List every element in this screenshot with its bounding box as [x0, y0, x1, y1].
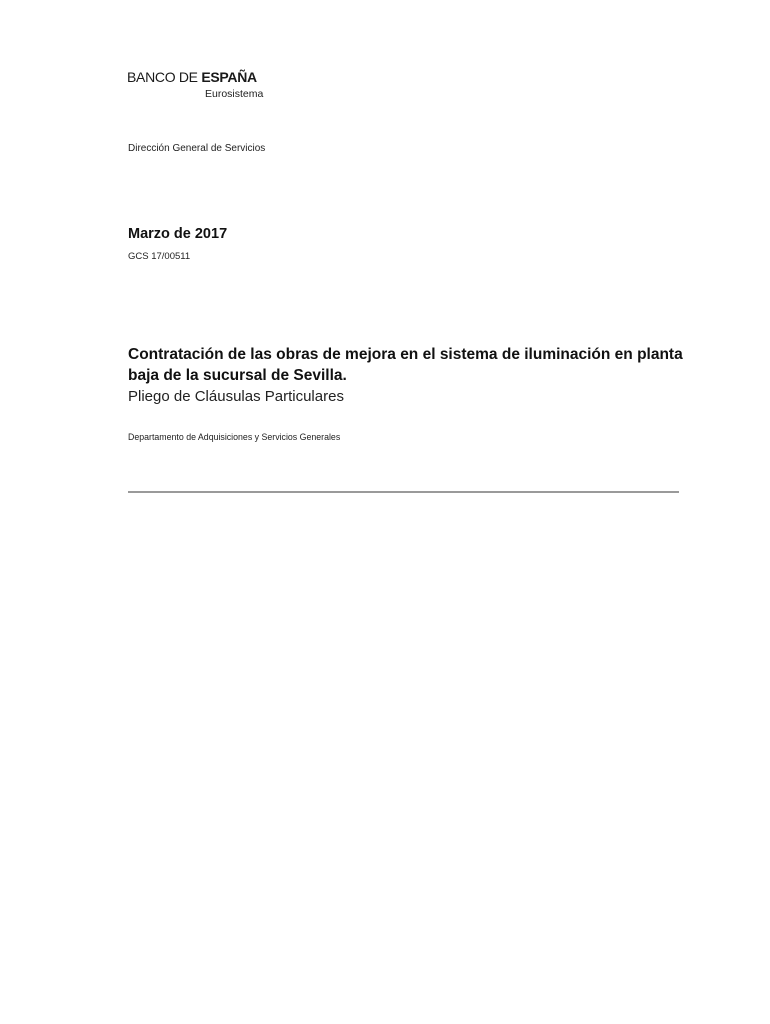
- document-reference: GCS 17/00511: [128, 251, 191, 262]
- document-title: Contratación de las obras de mejora en el sistema de iluminación en planta baja de la sucursal de Sevilla.: [128, 346, 683, 384]
- banco-de-espana-logo: [127, 69, 263, 100]
- document-subtitle: Pliego de Cláusulas Particulares: [128, 388, 344, 405]
- logo-tagline: Eurosistema: [205, 88, 264, 100]
- logo-brand-bold: ESPAÑA: [201, 69, 257, 85]
- logo-brand-light: BANCO DE: [127, 69, 202, 85]
- direccion-general: Dirección General de Servicios: [128, 143, 266, 154]
- document-date: Marzo de 2017: [128, 226, 228, 242]
- logo-wordmark: [127, 69, 263, 85]
- horizontal-divider: [128, 491, 679, 493]
- department-name: Departamento de Adquisiciones y Servicios Generales: [128, 432, 341, 442]
